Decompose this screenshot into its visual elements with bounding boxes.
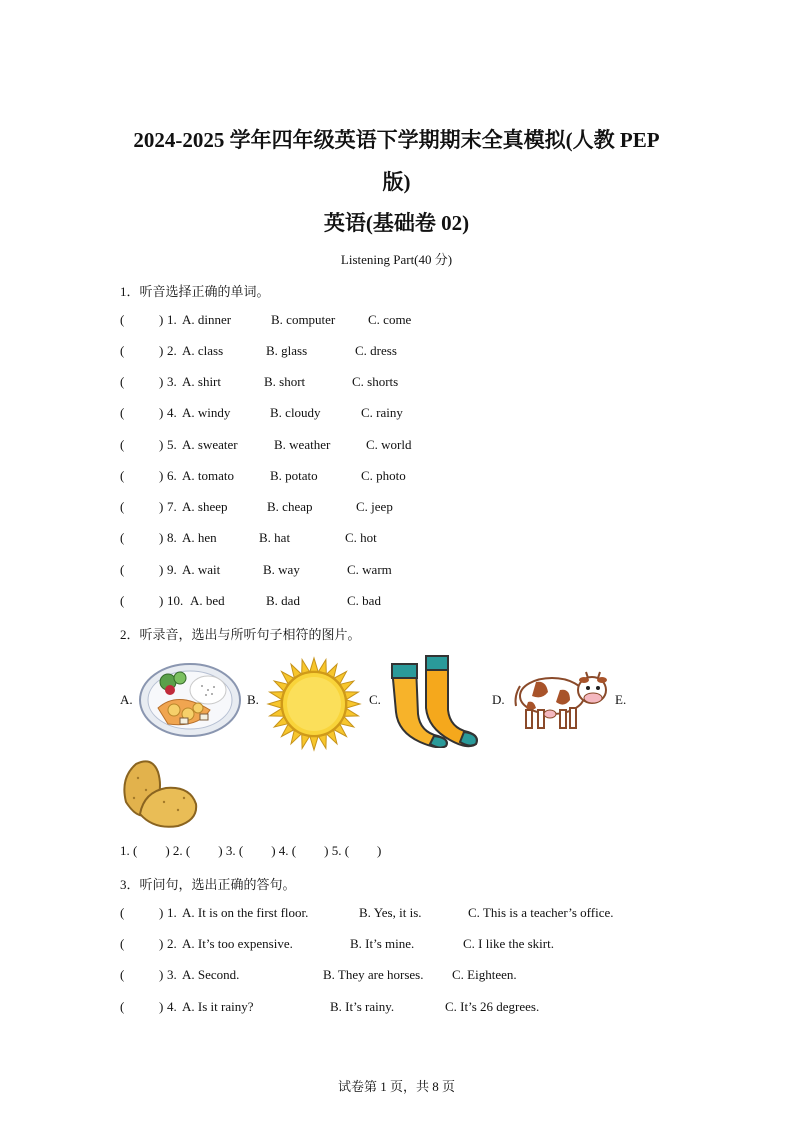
option-a: A. It’s too expensive. — [182, 936, 293, 951]
option-c: C. shorts — [352, 374, 399, 389]
answer-paren-open: ( — [120, 967, 125, 982]
question-number: 4. — [167, 999, 177, 1014]
option-a: A. shirt — [182, 374, 221, 389]
sun-ray — [310, 737, 318, 750]
sun-ray — [268, 700, 281, 708]
option-b: B. It’s rainy. — [330, 999, 395, 1014]
section-2-heading: 2．听录音，选出与所听句子相符的图片。 — [120, 627, 361, 642]
socks-picture — [388, 652, 484, 748]
answer-3-open: ) 3. ( — [218, 843, 244, 858]
answer-paren-close: ) — [159, 967, 164, 982]
sun-ray — [345, 692, 359, 700]
answer-paren-open: ( — [120, 905, 125, 920]
answer-paren-open: ( — [120, 936, 125, 951]
answer-paren-open: ( — [120, 468, 125, 483]
picture-label-e: E. — [615, 692, 627, 707]
option-b: B. glass — [266, 343, 308, 358]
answer-4-open: ) 4. ( — [271, 843, 297, 858]
answer-close: ) — [377, 843, 382, 858]
section-1-heading: 1．听音选择正确的单词。 — [120, 284, 270, 299]
sun-ray — [319, 735, 327, 749]
question-number: 2. — [167, 343, 177, 358]
sun-ray — [270, 692, 284, 700]
option-b: B. computer — [271, 312, 336, 327]
option-a: A. It is on the first floor. — [182, 905, 309, 920]
question-number: 8. — [167, 530, 177, 545]
picture-label-d: D. — [492, 692, 505, 707]
answer-paren-close: ) — [159, 437, 164, 452]
option-a: A. sweater — [182, 437, 238, 452]
answer-paren-close: ) — [159, 905, 164, 920]
answer-5-open: ) 5. ( — [324, 843, 350, 858]
option-c: C. jeep — [356, 499, 393, 514]
answer-paren-open: ( — [120, 437, 125, 452]
cow-picture — [512, 666, 612, 734]
option-c: C. Eighteen. — [452, 967, 517, 982]
question-number: 2. — [167, 936, 177, 951]
answer-paren-close: ) — [159, 936, 164, 951]
option-a: A. windy — [182, 405, 231, 420]
answer-paren-open: ( — [120, 405, 125, 420]
option-b: B. dad — [266, 593, 300, 608]
option-c: C. rainy — [361, 405, 403, 420]
answer-paren-close: ) — [159, 343, 164, 358]
option-a: A. dinner — [182, 312, 232, 327]
option-b: B. short — [264, 374, 306, 389]
option-a: A. sheep — [182, 499, 228, 514]
answer-paren-open: ( — [120, 562, 125, 577]
sun-ray — [310, 658, 318, 671]
option-c: C. warm — [347, 562, 392, 577]
option-c: C. I like the skirt. — [463, 936, 554, 951]
question-number: 4. — [167, 405, 177, 420]
sun-ray — [302, 660, 310, 674]
question-number: 3. — [167, 374, 177, 389]
answer-paren-close: ) — [159, 499, 164, 514]
answer-paren-open: ( — [120, 593, 125, 608]
potatoes-picture — [118, 758, 202, 830]
question-number: 6. — [167, 468, 177, 483]
part-label: Listening Part(40 分) — [340, 252, 453, 267]
option-b: B. hat — [259, 530, 291, 545]
picture-answer-row — [120, 843, 381, 859]
picture-label-a: A. — [120, 692, 133, 707]
option-c: C. bad — [347, 593, 381, 608]
option-c: C. world — [366, 437, 412, 452]
sun-ray — [270, 709, 284, 717]
option-a: A. class — [182, 343, 224, 358]
option-c: C. dress — [355, 343, 397, 358]
option-a: A. tomato — [182, 468, 234, 483]
answer-paren-close: ) — [159, 312, 164, 327]
option-a: A. bed — [190, 593, 225, 608]
question-number: 7. — [167, 499, 177, 514]
option-c: C. come — [368, 312, 412, 327]
answer-paren-open: ( — [120, 343, 125, 358]
question-number: 5. — [167, 437, 177, 452]
option-a: A. Second. — [182, 967, 240, 982]
answer-1-open: 1. ( — [120, 843, 138, 858]
answer-paren-open: ( — [120, 530, 125, 545]
title-line-1: 2024-2025 学年四年级英语下学期期末全真模拟(人教 PEP — [133, 128, 660, 152]
sun-ray — [347, 700, 360, 708]
answer-paren-close: ) — [159, 405, 164, 420]
answer-paren-close: ) — [159, 468, 164, 483]
option-a: A. hen — [182, 530, 217, 545]
answer-paren-close: ) — [159, 562, 164, 577]
answer-paren-close: ) — [159, 593, 164, 608]
page-footer: 试卷第 1 页，共 8 页 — [337, 1079, 455, 1094]
answer-paren-open: ( — [120, 312, 125, 327]
answer-paren-open: ( — [120, 499, 125, 514]
option-b: B. They are horses. — [323, 967, 424, 982]
answer-paren-open: ( — [120, 374, 125, 389]
option-a: A. wait — [182, 562, 221, 577]
sun-picture — [266, 656, 362, 752]
question-number: 3. — [167, 967, 177, 982]
question-number: 1. — [167, 312, 177, 327]
question-number: 9. — [167, 562, 177, 577]
picture-label-c: C. — [369, 692, 381, 707]
section-3-heading: 3．听问句，选出正确的答句。 — [120, 877, 296, 892]
option-b: B. cheap — [267, 499, 313, 514]
option-b: B. cloudy — [270, 405, 321, 420]
answer-2-open: ) 2. ( — [165, 843, 191, 858]
picture-label-b: B. — [247, 692, 259, 707]
food-plate-picture — [138, 660, 242, 740]
title-line-2: 版) — [382, 170, 411, 194]
option-c: C. photo — [361, 468, 406, 483]
option-c: C. This is a teacher’s office. — [468, 905, 614, 920]
option-b: B. weather — [274, 437, 331, 452]
option-b: B. Yes, it is. — [359, 905, 422, 920]
option-c: C. hot — [345, 530, 377, 545]
question-number: 1. — [167, 905, 177, 920]
answer-paren-close: ) — [159, 374, 164, 389]
sun-ray — [302, 735, 310, 749]
sun-ray — [319, 660, 327, 674]
sun-ray — [345, 709, 359, 717]
answer-paren-open: ( — [120, 999, 125, 1014]
answer-paren-close: ) — [159, 999, 164, 1014]
option-b: B. potato — [270, 468, 318, 483]
option-b: B. way — [263, 562, 300, 577]
option-a: A. Is it rainy? — [182, 999, 254, 1014]
title-line-3: 英语(基础卷 02) — [323, 211, 470, 235]
question-number: 10. — [167, 593, 184, 608]
option-b: B. It’s mine. — [350, 936, 415, 951]
option-c: C. It’s 26 degrees. — [445, 999, 540, 1014]
answer-paren-close: ) — [159, 530, 164, 545]
